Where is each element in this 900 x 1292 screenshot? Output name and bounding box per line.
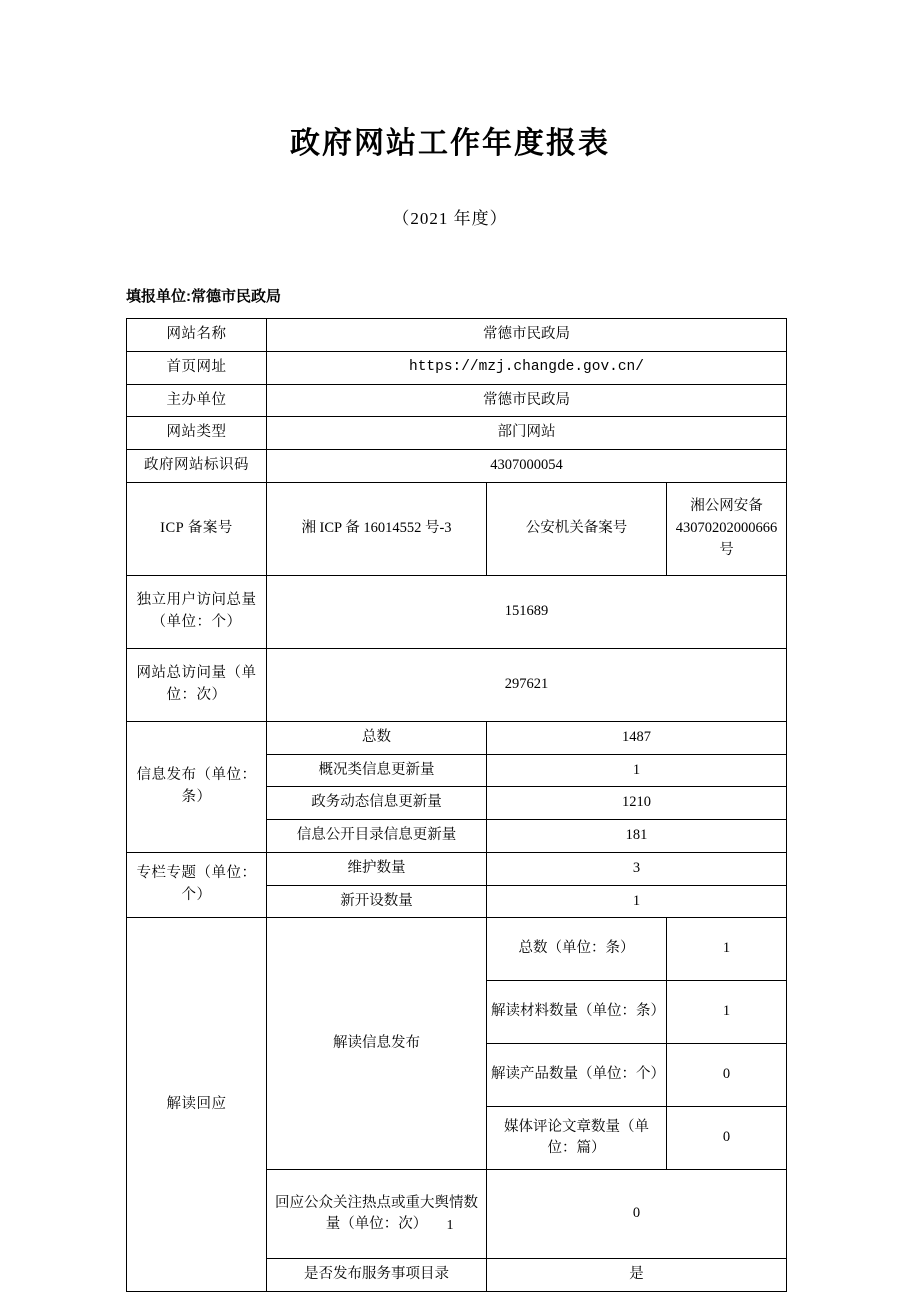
site-name-label: 网站名称 — [127, 319, 267, 352]
table-row — [127, 319, 787, 352]
icp-label: ICP 备案号 — [127, 482, 267, 575]
total-visits-label: 网站总访问量（单位：次） — [127, 648, 267, 721]
interpretation-row-value: 0 — [667, 1044, 787, 1107]
site-type-value: 部门网站 — [267, 417, 787, 450]
filler-unit-label: 填报单位:常德市民政局 — [126, 288, 281, 305]
table-row — [127, 384, 787, 417]
interpretation-label: 解读回应 — [127, 918, 267, 1292]
annual-report-table — [126, 318, 787, 1292]
special-column-row-name: 维护数量 — [267, 852, 487, 885]
interpretation-row-name: 总数（单位：条） — [487, 918, 667, 981]
info-publish-row-value: 1487 — [487, 721, 787, 754]
service-catalog-label: 是否发布服务事项目录 — [267, 1259, 487, 1292]
table-row — [127, 918, 787, 981]
table-row — [127, 482, 787, 575]
page-title: 政府网站工作年度报表 — [290, 127, 610, 160]
service-catalog-value: 是 — [487, 1259, 787, 1292]
interpretation-publish-label: 解读信息发布 — [267, 918, 487, 1170]
page-number: 1 — [446, 1218, 454, 1233]
info-publish-label: 信息发布（单位：条） — [127, 721, 267, 852]
info-publish-row-value: 181 — [487, 820, 787, 853]
interpretation-row-value: 1 — [667, 981, 787, 1044]
info-publish-row-name: 概况类信息更新量 — [267, 754, 487, 787]
table-row — [127, 351, 787, 384]
police-record-value: 湘公网安备 43070202000666 号 — [667, 482, 787, 575]
total-visits-value: 297621 — [267, 648, 787, 721]
interpretation-row-name: 媒体评论文章数量（单位：篇） — [487, 1107, 667, 1170]
unique-visitors-label: 独立用户访问总量（单位：个） — [127, 575, 267, 648]
page-subtitle: （2021 年度） — [392, 209, 508, 228]
special-column-label: 专栏专题（单位：个） — [127, 852, 267, 918]
sponsor-label: 主办单位 — [127, 384, 267, 417]
unique-visitors-value: 151689 — [267, 575, 787, 648]
table-row — [127, 721, 787, 754]
table-row — [127, 417, 787, 450]
table-row — [127, 852, 787, 885]
special-column-row-name: 新开设数量 — [267, 885, 487, 918]
info-publish-row-name: 信息公开目录信息更新量 — [267, 820, 487, 853]
special-column-row-value: 3 — [487, 852, 787, 885]
response-hotspot-value: 0 — [487, 1170, 787, 1259]
table-row — [127, 450, 787, 483]
info-publish-row-value: 1210 — [487, 787, 787, 820]
info-publish-row-name: 政务动态信息更新量 — [267, 787, 487, 820]
sponsor-value: 常德市民政局 — [267, 384, 787, 417]
interpretation-row-name: 解读产品数量（单位：个） — [487, 1044, 667, 1107]
table-row — [127, 575, 787, 648]
interpretation-row-value: 0 — [667, 1107, 787, 1170]
site-type-label: 网站类型 — [127, 417, 267, 450]
special-column-row-value: 1 — [487, 885, 787, 918]
gov-code-value: 4307000054 — [267, 450, 787, 483]
interpretation-row-value: 1 — [667, 918, 787, 981]
info-publish-row-name: 总数 — [267, 721, 487, 754]
interpretation-row-name: 解读材料数量（单位：条） — [487, 981, 667, 1044]
homepage-value: https://mzj.changde.gov.cn/ — [267, 351, 787, 384]
table-row — [127, 648, 787, 721]
police-record-label: 公安机关备案号 — [487, 482, 667, 575]
info-publish-row-value: 1 — [487, 754, 787, 787]
site-name-value: 常德市民政局 — [267, 319, 787, 352]
icp-value: 湘 ICP 备 16014552 号-3 — [267, 482, 487, 575]
homepage-label: 首页网址 — [127, 351, 267, 384]
response-hotspot-label: 回应公众关注热点或重大舆情数量（单位：次） — [267, 1170, 487, 1259]
gov-code-label: 政府网站标识码 — [127, 450, 267, 483]
